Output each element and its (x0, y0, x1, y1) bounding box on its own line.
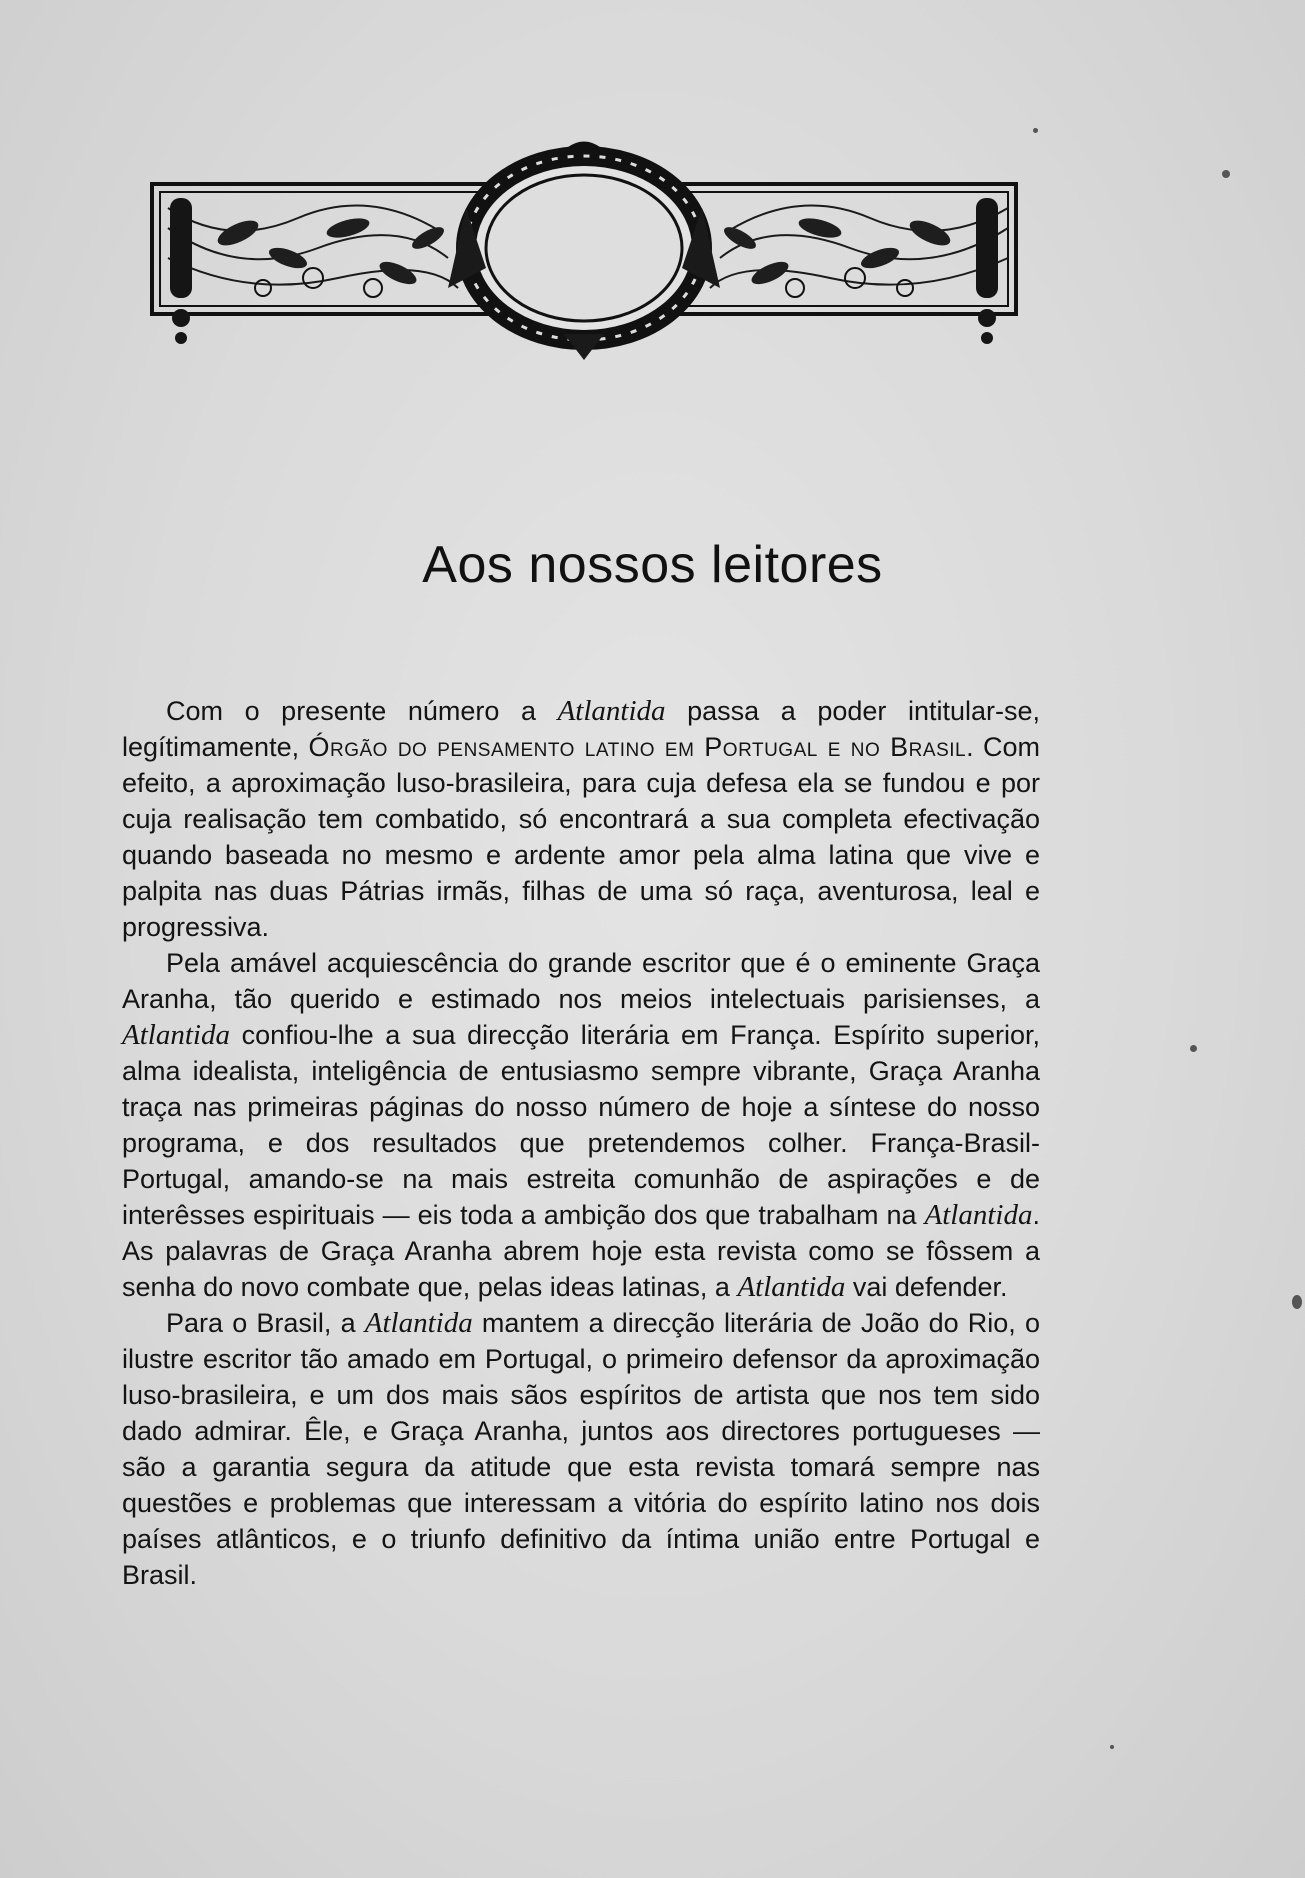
text-segment: . As palavras de Graça Aranha abrem hoje esta revista como se fôssem a senha do novo combate que, pelas ideas latinas, a (122, 1200, 1040, 1302)
journal-title: Atlantida (737, 1271, 846, 1303)
journal-title: Atlantida (364, 1307, 473, 1339)
paragraph-2 (122, 945, 1040, 1305)
article-body (122, 693, 1040, 1593)
paper-speck (1190, 1045, 1197, 1052)
journal-title: Atlantida (122, 1019, 230, 1051)
paragraph-3 (122, 1305, 1040, 1593)
paper-speck (1033, 128, 1038, 133)
smallcaps-phrase: Órgão do pensamento latino em Portugal e no Brasil (308, 732, 967, 762)
text-segment: confiou-lhe a sua direcção literária em França. Espírito superior, alma idealista, inteligência de entusiasmo sempre vibrante, Graça Aranha traça nas primeiras páginas do nosso número de hoje a síntese do nosso programa, e dos resultados que pretendemos colher. França-Brasil-Portugal, amando-se na mais estreita comunhão de aspirações e de interêsses espirituais — eis toda a ambição dos que trabalham na (122, 1020, 1040, 1230)
text-segment: mantem a direcção literária de João do Rio, o ilustre escritor tão amado em Portugal, o primeiro defensor da aproximação luso-brasileira, e um dos mais sãos espíritos de artista que nos tem sido dado admirar. Êle, e Graça Aranha, juntos aos directores portugueses — são a garantia segura da atitude que esta revista tomará sempre nas questões e problemas que interessam a vitória do espírito latino nos dois países atlânticos, e o triunfo definitivo da íntima união entre Portugal e Brasil. (122, 1308, 1040, 1590)
text-segment: Pela amável acquiescência do grande escritor que é o eminente Graça Aranha, tão querido e estimado nos meios intelectuais parisienses, a (122, 948, 1040, 1014)
text-segment: . Com efeito, a aproximação luso-brasileira, para cuja defesa ela se fundou e por cuja realisação tem combatido, só encontrará a sua completa efectivação quando baseada no mesmo e ardente amor pela alma latina que vive e palpita nas duas Pátrias irmãs, filhas de uma só raça, aventurosa, leal e progressiva. (122, 732, 1040, 942)
text-segment: Com o presente número a (166, 696, 558, 726)
page-title: Aos nossos leitores (422, 536, 883, 594)
text-segment: passa a poder intitular-se, legítimamente, (122, 696, 1040, 762)
wreath-ornament (148, 138, 1020, 370)
paragraph-1 (122, 693, 1040, 945)
text-segment: vai defender. (845, 1272, 1008, 1302)
paper-speck (1110, 1745, 1114, 1749)
text-segment: Para o Brasil, a (166, 1308, 365, 1338)
journal-title: Atlantida (557, 695, 666, 727)
paper-speck (1292, 1295, 1302, 1309)
journal-title: Atlantida (924, 1199, 1033, 1231)
paper-speck (1222, 170, 1230, 178)
